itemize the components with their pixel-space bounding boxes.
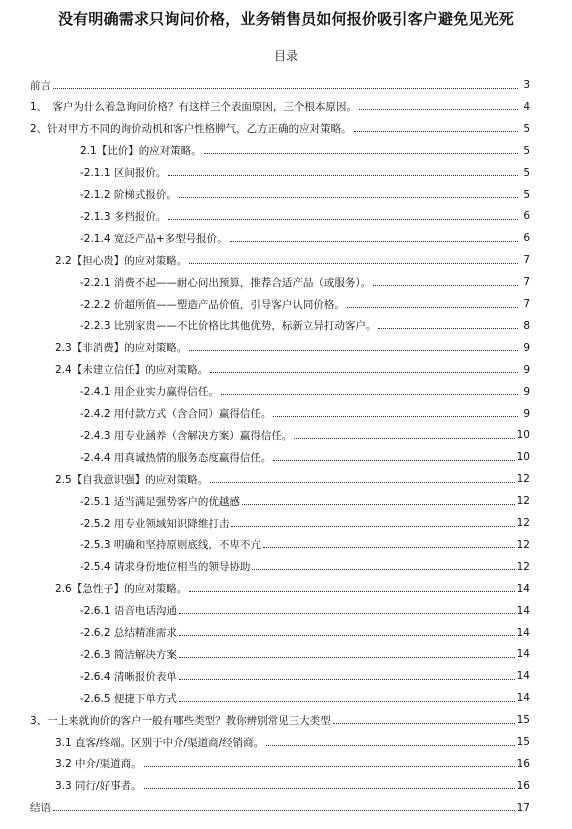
toc-entry-label: -2.6.3 简洁解决方案	[80, 648, 177, 661]
toc-leader-dots	[179, 701, 515, 702]
toc-entry-page: 8	[523, 319, 530, 332]
toc-entry-label: -2.6.4 清晰报价表单	[80, 670, 177, 683]
toc-leader-dots	[210, 372, 518, 373]
toc-entry-page: 7	[523, 276, 530, 289]
toc-entry-page: 9	[523, 385, 530, 398]
toc-leader-dots	[231, 526, 514, 527]
toc-entry-page: 4	[523, 100, 530, 113]
toc-entry[interactable]	[80, 228, 530, 248]
toc-leader-dots	[168, 219, 518, 220]
toc-leader-dots	[273, 416, 518, 417]
toc-leader-dots	[179, 635, 515, 636]
toc-leader-dots	[273, 460, 514, 461]
toc-entry[interactable]	[55, 250, 530, 270]
toc-entry-page: 17	[516, 801, 530, 814]
toc-entry-label: 2.2【担心贵】的应对策略。	[55, 254, 188, 267]
toc-entry-page: 9	[523, 341, 530, 354]
toc-entry-page: 9	[523, 363, 530, 376]
toc-entry-page: 15	[516, 736, 530, 748]
toc-entry-page: 12	[516, 473, 530, 486]
toc-entry-page: 12	[516, 560, 530, 573]
toc-entry[interactable]	[55, 754, 530, 774]
toc-entry-label: 3.2 中介/渠道商。	[55, 758, 142, 771]
toc-entry-page: 16	[516, 757, 530, 770]
toc-leader-dots	[221, 394, 518, 395]
toc-entry-label: -2.5.3 明确和坚持原则底线，不卑不亢	[80, 539, 261, 552]
toc-entry-label: -2.4.4 用真诚热情的服务态度赢得信任。	[80, 451, 272, 464]
toc-entry[interactable]	[80, 404, 530, 424]
toc-entry-label: 2.4【未建立信任】的应对策略。	[55, 364, 209, 377]
toc-entry[interactable]	[55, 732, 530, 752]
toc-entry-page: 12	[516, 517, 530, 529]
toc-entry-page: 5	[523, 144, 530, 157]
toc-entry-label: -2.2.1 消费不起——耐心问出预算，推荐合适产品（或服务）。	[80, 276, 372, 289]
toc-entry-label: 2.3【非消费】的应对策略。	[55, 342, 188, 355]
toc-entry-label: -2.2.2 价超所值——塑造产品价值，引导客户认同价格。	[80, 298, 345, 311]
toc-entry-page: 12	[516, 495, 530, 508]
toc-entry[interactable]	[30, 75, 530, 95]
toc-entry-page: 14	[516, 670, 530, 683]
toc-leader-dots	[347, 307, 518, 308]
toc-leader-dots	[252, 569, 514, 570]
toc-entry-page: 14	[516, 692, 530, 705]
toc-entry[interactable]	[80, 163, 530, 183]
toc-entry-label: -2.4.1 用企业实力赢得信任。	[80, 386, 219, 399]
toc-entry[interactable]	[80, 535, 530, 555]
toc-leader-dots	[189, 263, 518, 264]
toc-entry-page: 5	[523, 188, 530, 201]
toc-entry[interactable]	[30, 119, 530, 139]
toc-entry-page: 5	[523, 122, 530, 135]
toc-entry-page: 7	[523, 298, 530, 310]
toc-entry[interactable]	[80, 644, 530, 664]
toc-entry-label: -2.4.2 用付款方式（含合同）赢得信任。	[80, 408, 272, 420]
toc-entry[interactable]	[80, 141, 530, 161]
toc-leader-dots	[333, 723, 515, 724]
toc-entry-page: 14	[516, 582, 530, 595]
toc-leader-dots	[373, 285, 518, 286]
toc-entry[interactable]	[80, 447, 530, 467]
toc-entry-label: -2.1.2 阶梯式报价。	[80, 189, 177, 201]
toc-leader-dots	[263, 547, 515, 548]
toc-entry[interactable]	[80, 688, 530, 708]
toc-leader-dots	[189, 591, 514, 592]
toc-entry-page: 14	[516, 604, 530, 617]
toc-entry-label: 3.3 同行/好事者。	[55, 780, 142, 793]
toc-leader-dots	[378, 328, 518, 329]
toc-entry-page: 16	[516, 779, 530, 792]
toc-leader-dots	[354, 131, 518, 132]
toc-leader-dots	[179, 197, 518, 198]
toc-entry-page: 10	[516, 451, 530, 464]
toc-leader-dots	[179, 657, 515, 658]
toc-entry[interactable]	[80, 557, 530, 577]
toc-entry-label: 2.1【比价】的应对策略。	[80, 145, 202, 158]
toc-entry-page: 6	[523, 210, 530, 223]
toc-entry-label: -2.1.3 多档报价。	[80, 210, 167, 223]
toc-entry-label: 前言	[30, 79, 51, 92]
toc-entry-page: 12	[516, 538, 530, 551]
toc-entry-label: -2.1.1 区间报价。	[80, 167, 167, 180]
toc-leader-dots	[144, 788, 515, 789]
toc-entry[interactable]	[80, 316, 530, 336]
toc-entry-page: 10	[516, 429, 530, 442]
toc-entry[interactable]	[30, 710, 530, 730]
toc-entry[interactable]	[55, 579, 530, 599]
toc-heading: 目录	[273, 49, 298, 63]
toc-entry[interactable]	[80, 185, 530, 205]
toc-entry-label: 2.6【急性子】的应对策略。	[55, 583, 188, 596]
toc-entry[interactable]	[30, 97, 530, 117]
toc-leader-dots	[230, 241, 518, 242]
toc-entry[interactable]	[80, 382, 530, 402]
toc-leader-dots	[359, 109, 518, 110]
toc-entry[interactable]	[80, 272, 530, 292]
toc-leader-dots	[210, 482, 514, 483]
toc-entry-page: 14	[516, 648, 530, 661]
toc-entry-label: -2.6.5 便捷下单方式	[80, 692, 177, 705]
toc-entry-label: 2、针对甲方不同的询价动机和客户性格脾气，乙方正确的应对策略。	[30, 123, 352, 136]
toc-entry[interactable]	[30, 798, 530, 818]
toc-entry-page: 9	[523, 407, 530, 420]
toc-leader-dots	[179, 613, 515, 614]
toc-entry-label: -2.4.3 用专业涵养（含解决方案）赢得信任。	[80, 429, 293, 442]
toc-entry-label: -2.5.2 用专业领域知识降维打击	[80, 517, 230, 530]
toc-entry[interactable]	[80, 425, 530, 445]
toc-entry-label: 结语	[30, 802, 51, 815]
toc-leader-dots	[179, 679, 515, 680]
toc-leader-dots	[294, 438, 514, 439]
toc-entry[interactable]	[80, 666, 530, 686]
toc-entry[interactable]	[80, 513, 530, 533]
toc-entry[interactable]	[80, 491, 530, 511]
toc-entry-label: 1、 客户为什么着急询问价格？有这样三个表面原因，三个根本原因。	[30, 101, 357, 114]
toc-entry-label: -2.5.1 适当满足强势客户的优越感	[80, 495, 240, 508]
toc-entry-label: -2.2.3 比别家贵——不比价格比其他优势，标新立异打动客户。	[80, 320, 377, 333]
toc-entry[interactable]	[80, 206, 530, 226]
document-title: 没有明确需求只询问价格，业务销售员如何报价吸引客户避免见光死	[57, 10, 514, 28]
toc-entry-page: 5	[523, 166, 530, 179]
toc-entry-page: 6	[523, 232, 530, 245]
toc-entry-label: 2.5【自我意识强】的应对策略。	[55, 473, 209, 486]
toc-leader-dots	[53, 810, 515, 811]
toc-leader-dots	[144, 766, 515, 767]
toc-entry-page: 15	[516, 714, 530, 727]
toc-entry-label: -2.5.4 请求身份地位相当的领导协助	[80, 561, 251, 574]
toc-leader-dots	[53, 88, 518, 89]
toc-entry[interactable]	[80, 294, 530, 314]
toc-entry-page: 3	[523, 79, 530, 91]
toc-entry-label: -2.6.1 语音电话沟通	[80, 605, 177, 618]
toc-leader-dots	[266, 745, 514, 746]
toc-leader-dots	[189, 350, 518, 351]
toc-entry[interactable]	[55, 338, 530, 358]
toc-entry-page: 14	[516, 626, 530, 639]
toc-entry[interactable]	[55, 469, 530, 489]
toc-entry-page: 7	[523, 254, 530, 267]
toc-entry-label: -2.6.2 总结精准需求	[80, 627, 177, 639]
toc-leader-dots	[204, 153, 518, 154]
toc-leader-dots	[242, 504, 515, 505]
toc-entry[interactable]	[55, 776, 530, 796]
toc-entry-label: 3.1 直客/终端。区别于中介/渠道商/经销商。	[55, 736, 265, 749]
toc-entry-label: -2.1.4 宽泛产品+多型号报价。	[80, 232, 228, 245]
toc-entry-label: 3、一上来就询价的客户一般有哪些类型？教你辨别常见三大类型	[30, 714, 331, 727]
toc-entry[interactable]	[80, 601, 530, 621]
toc-leader-dots	[168, 175, 518, 176]
toc-entry[interactable]	[80, 623, 530, 643]
toc-entry[interactable]	[55, 360, 530, 380]
